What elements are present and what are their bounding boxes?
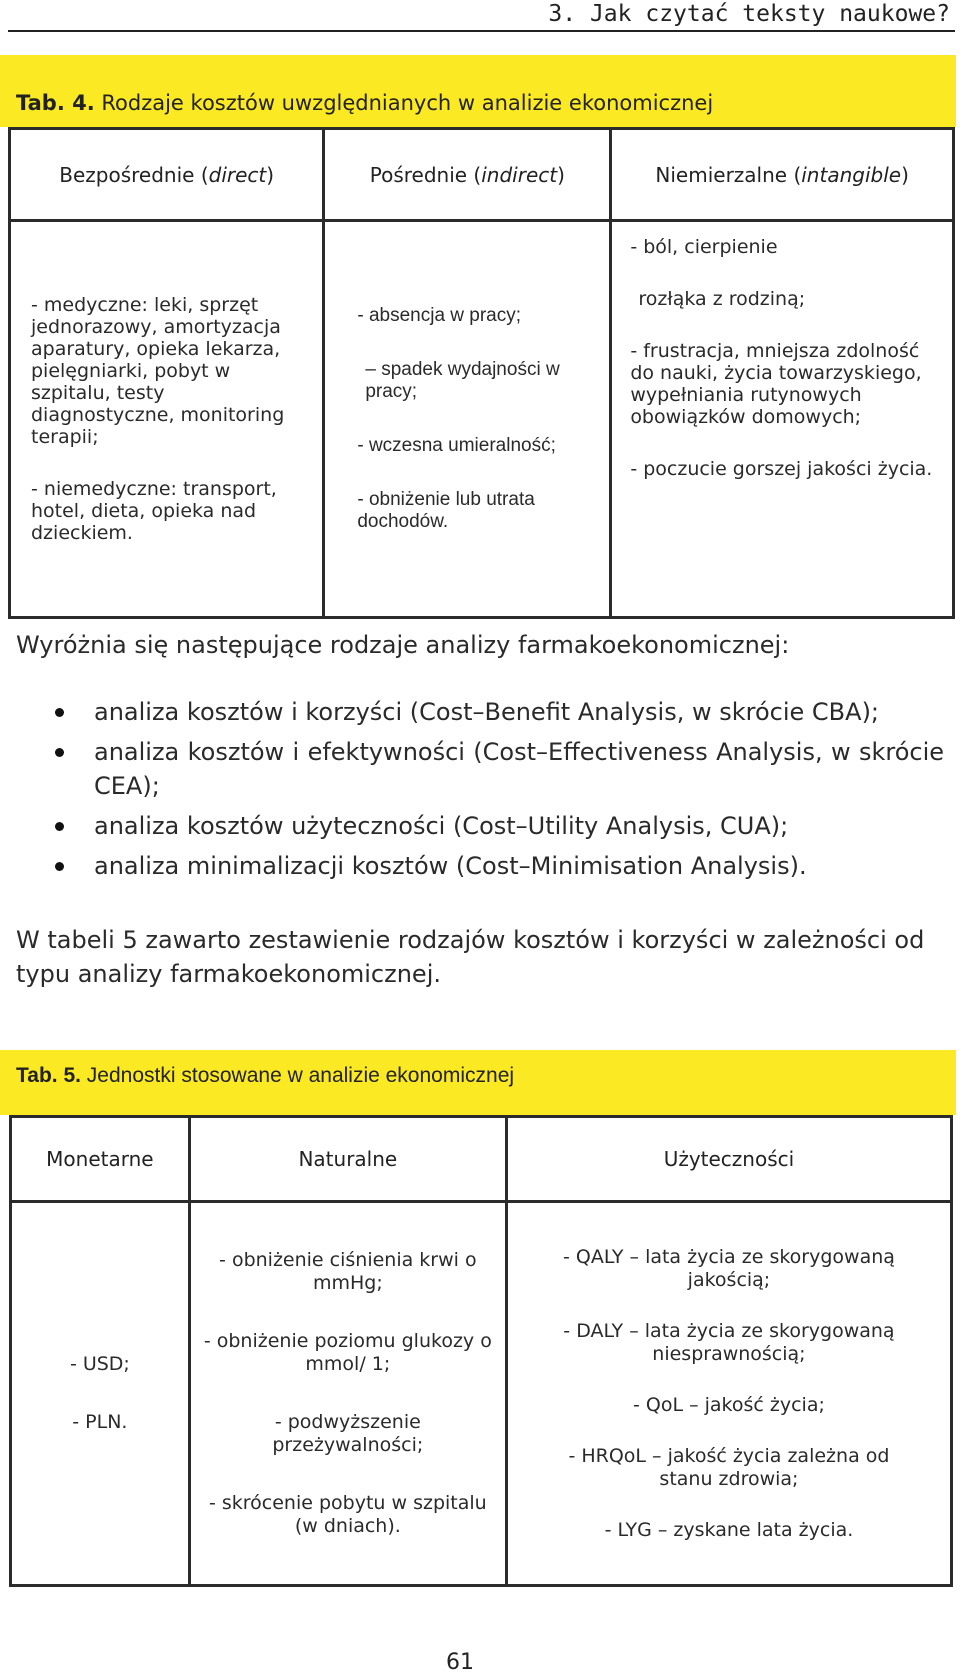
table5-label: Tab. 5. bbox=[16, 1064, 81, 1087]
table5-body-row bbox=[11, 1202, 952, 1586]
table4-caption bbox=[0, 55, 956, 127]
table4-body-row bbox=[10, 221, 954, 618]
intangible-cost-item: - frustracja, mniejsza zdolność do nauki, życia towarzyskiego, wypełniania rutynowych obowiązków domowych; bbox=[630, 340, 922, 428]
table4-header-row bbox=[10, 129, 954, 221]
table5-header-utility: Użyteczności bbox=[506, 1117, 951, 1202]
utility-unit-item: - QoL – jakość życia; bbox=[633, 1393, 825, 1416]
running-head: 3. Jak czytać teksty naukowe? bbox=[548, 1, 950, 27]
intangible-cost-item: - ból, cierpienie bbox=[630, 236, 778, 258]
utility-unit-item: - QALY – lata życia ze skorygowaną jakością; bbox=[562, 1245, 895, 1291]
natural-units-cell bbox=[189, 1202, 506, 1586]
analysis-list-item: analiza minimalizacji kosztów (Cost–Minimisation Analysis). bbox=[0, 849, 944, 883]
analysis-list-item: analiza kosztów i efektywności (Cost–Effectiveness Analysis, w skrócie CEA); bbox=[0, 735, 944, 803]
direct-costs-nonmedical: - niemedyczne: transport, hotel, dieta, opieka nad dzieckiem. bbox=[31, 478, 277, 544]
table5-header-natural: Naturalne bbox=[189, 1117, 506, 1202]
natural-unit-item: - obniżenie ciśnienia krwi o mmHg; bbox=[219, 1249, 477, 1294]
table5-caption bbox=[0, 1050, 956, 1115]
monetary-unit-item: - USD; bbox=[69, 1353, 130, 1375]
table4-label: Tab. 4. bbox=[16, 91, 95, 115]
table4 bbox=[8, 127, 955, 619]
indirect-cost-item: - obniżenie lub utrata dochodów. bbox=[357, 489, 535, 532]
analysis-list-item: analiza kosztów użyteczności (Cost–Utility Analysis, CUA); bbox=[0, 809, 944, 843]
utility-unit-item: - LYG – zyskane lata życia. bbox=[604, 1518, 854, 1541]
direct-costs-medical: - medyczne: leki, sprzęt jednorazowy, amortyzacja aparatury, opieka lekarza, pielęgniarki, pobyt w szpitalu, testy diagnostyczne, monitoring terapii; bbox=[31, 294, 285, 448]
analysis-list-item: analiza kosztów i korzyści (Cost–Benefit Analysis, w skrócie CBA); bbox=[0, 695, 944, 729]
page-number: 61 bbox=[446, 1650, 474, 1675]
table4-header-intangible: Niemierzalne (intangible) bbox=[611, 129, 954, 221]
natural-unit-item: - obniżenie poziomu glukozy o mmol/ 1; bbox=[203, 1330, 492, 1375]
indirect-cost-item: - absencja w pracy; bbox=[357, 305, 522, 326]
header-rule bbox=[8, 30, 955, 32]
table5-reference-paragraph: W tabeli 5 zawarto zestawienie rodzajów kosztów i korzyści w zależności od typu analizy farmakoekonomicznej. bbox=[16, 926, 925, 988]
utility-units-cell bbox=[506, 1202, 951, 1586]
table5-header-row bbox=[11, 1117, 952, 1202]
monetary-unit-item: - PLN. bbox=[72, 1411, 128, 1433]
analysis-intro: Wyróżnia się następujące rodzaje analizy farmakoekonomicznej: bbox=[16, 631, 790, 659]
table5 bbox=[9, 1115, 953, 1587]
indirect-cost-item: - wczesna umieralność; bbox=[357, 435, 556, 456]
table5-title: Jednostki stosowane w analizie ekonomicznej bbox=[80, 1064, 515, 1087]
monetary-units-cell bbox=[11, 1202, 190, 1586]
table4-header-direct: Bezpośrednie (direct) bbox=[10, 129, 324, 221]
table4-title: Rodzaje kosztów uwzględnianych w analizie ekonomicznej bbox=[94, 91, 714, 115]
utility-unit-item: - DALY – lata życia ze skorygowaną niesprawnością; bbox=[563, 1319, 895, 1365]
direct-costs-cell bbox=[10, 221, 324, 618]
indirect-cost-item: – spadek wydajności w pracy; bbox=[365, 359, 560, 402]
intangible-cost-item: - poczucie gorszej jakości życia. bbox=[630, 458, 933, 480]
natural-unit-item: - podwyższenie przeżywalności; bbox=[272, 1411, 424, 1456]
intangible-costs-cell bbox=[611, 221, 954, 618]
utility-unit-item: - HRQoL – jakość życia zależna od stanu zdrowia; bbox=[568, 1444, 890, 1490]
analysis-list bbox=[0, 695, 960, 889]
indirect-costs-cell bbox=[324, 221, 611, 618]
table5-header-monetary: Monetarne bbox=[11, 1117, 190, 1202]
natural-unit-item: - skrócenie pobytu w szpitalu (w dniach). bbox=[208, 1492, 487, 1537]
table4-header-indirect: Pośrednie (indirect) bbox=[324, 129, 611, 221]
intangible-cost-item: rozłąka z rodziną; bbox=[638, 288, 806, 310]
